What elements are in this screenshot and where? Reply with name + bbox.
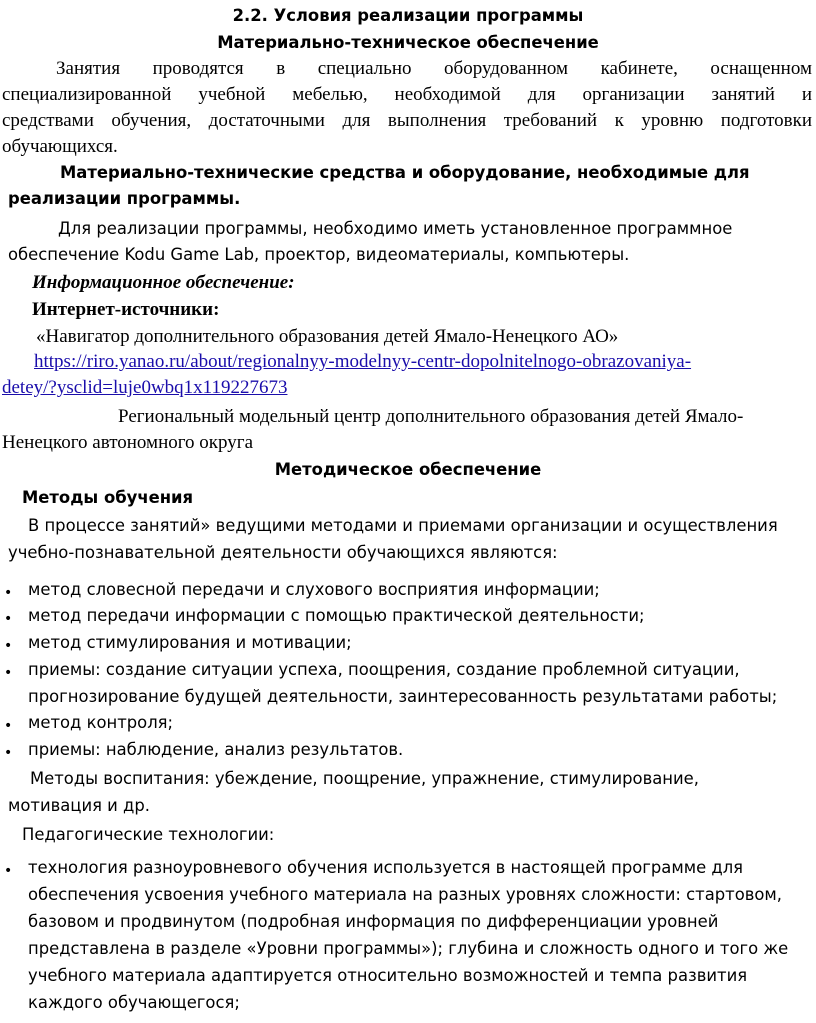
equipment-text-line-1: Для реализации программы, необходимо иметь установленное программное	[58, 219, 733, 238]
method-item-3: метод стимулирования и мотивации;	[28, 633, 352, 652]
tech-item-line-6: каждого обучающегося;	[28, 993, 240, 1012]
center-name-line-2: Ненецкого автономного округа	[2, 432, 254, 453]
section-subtitle: Материально-техническое обеспечение	[217, 33, 599, 52]
navigator-title: «Навигатор дополнительного образования детей Ямало-Ненецкого АО»	[36, 326, 619, 347]
methods-intro-line-1: В процессе занятий» ведущими методами и приемами организации и осуществления	[28, 516, 778, 535]
info-heading: Информационное обеспечение:	[32, 272, 295, 293]
tech-item-line-5: учебного материала адаптируется относительно возможностей и темпа развития	[28, 966, 748, 985]
tech-heading: Педагогические технологии:	[22, 825, 275, 844]
source-link-line-1[interactable]: https://riro.yanao.ru/about/regionalnyy-modelnyy-centr-dopolnitelnogo-obrazovaniya-	[34, 351, 692, 372]
section-title: 2.2. Условия реализации программы	[232, 6, 584, 25]
bullet-marker: •	[4, 863, 13, 879]
source-link-line-2[interactable]: detey/?ysclid=luje0wbq1x119227673	[2, 377, 288, 398]
intro-line-4: обучающихся.	[2, 136, 118, 157]
center-name-line-1: Региональный модельный центр дополнительного образования детей Ямало-	[118, 406, 744, 427]
tech-item-line-1: технология разноуровневого обучения используется в настоящей программе для	[28, 858, 744, 877]
bullet-marker: •	[4, 745, 13, 761]
equipment-heading-line-1: Материально-технические средства и оборудование, необходимые для	[60, 163, 750, 182]
method-item-4-line-2: прогнозирование будущей деятельности, заинтересованность результатами работы;	[28, 687, 778, 706]
intro-line-1: Занятия проводятся в специально оборудованном кабинете, оснащенном	[56, 58, 812, 79]
method-item-2: метод передачи информации с помощью практической деятельности;	[28, 606, 645, 625]
tech-item-line-4: представлена в разделе «Уровни программы»); глубина и сложность одного и того же	[28, 939, 789, 958]
upbringing-line-2: мотивация и др.	[8, 796, 150, 815]
method-item-6: приемы: наблюдение, анализ результатов.	[28, 740, 404, 759]
intro-line-3: средствами обучения, достаточными для выполнения требований к уровню подготовки	[2, 110, 812, 131]
bullet-marker: •	[4, 718, 13, 734]
bullet-marker: •	[4, 665, 13, 681]
methods-intro-line-2: учебно-познавательной деятельности обучающихся являются:	[8, 543, 558, 562]
bullet-marker: •	[4, 585, 13, 601]
bullet-marker: •	[4, 638, 13, 654]
method-item-4-line-1: приемы: создание ситуации успеха, поощрения, создание проблемной ситуации,	[28, 660, 740, 679]
bullet-marker: •	[4, 611, 13, 627]
method-item-5: метод контроля;	[28, 713, 174, 732]
method-item-1: метод словесной передачи и слухового восприятия информации;	[28, 580, 600, 599]
internet-sources-heading: Интернет-источники:	[32, 299, 220, 320]
intro-line-2: специализированной учебной мебелью, необходимой для организации занятий и	[2, 84, 812, 105]
tech-item-line-2: обеспечения усвоения учебного материала на разных уровнях сложности: стартовом,	[28, 885, 783, 904]
methods-heading: Методы обучения	[22, 488, 194, 507]
equipment-heading-line-2: реализации программы.	[8, 189, 241, 208]
upbringing-line-1: Методы воспитания: убеждение, поощрение, упражнение, стимулирование,	[30, 769, 699, 788]
methodical-heading: Методическое обеспечение	[274, 460, 542, 479]
equipment-text-line-2: обеспечение Kodu Game Lab, проектор, видеоматериалы, компьютеры.	[8, 245, 630, 264]
tech-item-line-3: базовом и продвинутом (подробная информация по дифференциации уровней	[28, 912, 719, 931]
